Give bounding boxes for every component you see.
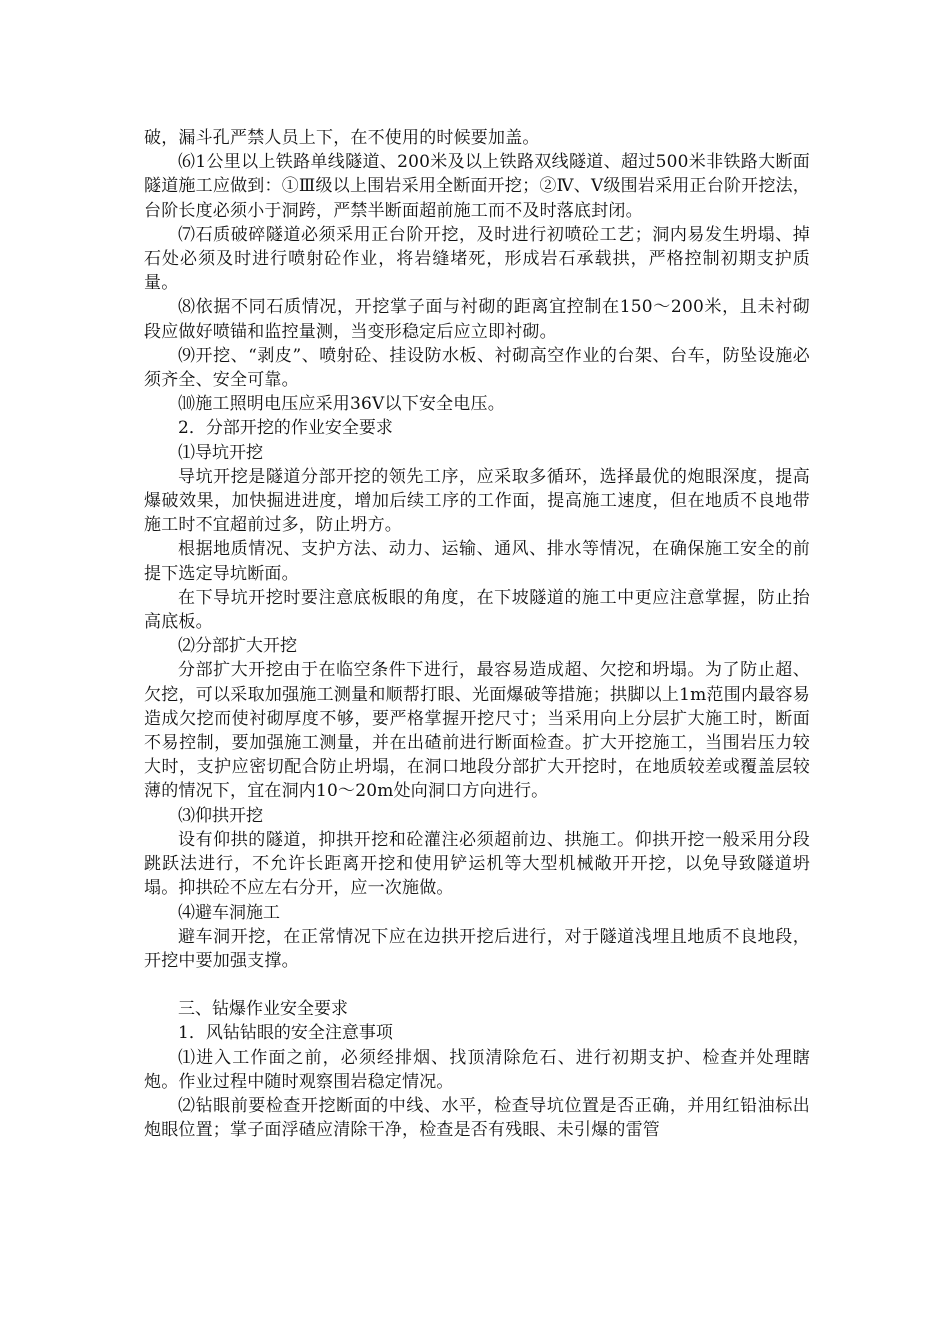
paragraph-enlarged-excavation: 分部扩大开挖由于在临空条件下进行，最容易造成超、欠挖和坍塌。为了防止超、欠挖，可以采取加强施工测量和顺帮打眼、光面爆破等措施；拱脚以上1m范围内最容易造成欠挖而使衬砌厚度不够，要严格掌握开挖尺寸；当采用向上分层扩大施工时，断面不易控制，要加强施工测量，并在出碴前进行断面检查。扩大开挖施工，当围岩压力较大时，支护应密切配合防止坍塌，在洞口地段分部扩大开挖时，在地质较差或覆盖层较薄的情况下，宜在洞内10～20m处向洞口方向进行。 — [144, 660, 810, 802]
subheading-drilling: 1．风钻钻眼的安全注意事项 — [178, 1023, 393, 1044]
paragraph-item-10: ⑽施工照明电压应采用36V以下安全电压。 — [178, 394, 505, 415]
paragraph-pilot-tunnel-2: 根据地质情况、支护方法、动力、运输、通风、排水等情况，在确保施工安全的前提下选定导坑断面。 — [144, 539, 810, 584]
blank-line — [144, 973, 810, 997]
paragraph-1: 破，漏斗孔严禁人员上下，在不使用的时候要加盖。 — [144, 128, 540, 148]
subheading-invert-excavation: ⑶仰拱开挖 — [178, 805, 263, 826]
subheading-refuge-niche: ⑷避车洞施工 — [178, 902, 280, 923]
subheading-enlarged-excavation: ⑵分部扩大开挖 — [178, 636, 297, 657]
paragraph-item-6: ⑹1公里以上铁路单线隧道、200米及以上铁路双线隧道、超过500米非铁路大断面隧道施工应做到：①Ⅲ级以上围岩采用全断面开挖；②Ⅳ、Ⅴ级围岩采用正台阶开挖法，台阶长度必须小于洞跨，严禁半断面超前施工而不及时落底封闭。 — [144, 152, 810, 221]
paragraph-drilling-1: ⑴进入工作面之前，必须经排烟、找顶清除危石、进行初期支护、检查并处理瞎炮。作业过程中随时观察围岩稳定情况。 — [144, 1047, 810, 1092]
paragraph-item-8: ⑻依据不同石质情况，开挖掌子面与衬砌的距离宜控制在150～200米，且未衬砌段应做好喷锚和监控量测，当变形稳定后应立即衬砌。 — [144, 297, 810, 342]
section-heading-3: 三、钻爆作业安全要求 — [178, 999, 348, 1020]
section-heading-2: 2．分部开挖的作业安全要求 — [178, 418, 393, 439]
paragraph-pilot-tunnel-1: 导坑开挖是隧道分部开挖的领先工序，应采取多循环，选择最优的炮眼深度，提高爆破效果，加快掘进进度，增加后续工序的工作面，提高施工速度，但在地质不良地带施工时不宜超前过多，防止坍方。 — [144, 466, 810, 536]
paragraph-refuge-niche: 避车洞开挖，在正常情况下应在边拱开挖后进行，对于隧道浅埋且地质不良地段，开挖中要加强支撑。 — [144, 926, 810, 971]
paragraph-item-7: ⑺石质破碎隧道必须采用正台阶开挖，及时进行初喷砼工艺；洞内易发生坍塌、掉石处必须及时进行喷射砼作业，将岩缝堵死，形成岩石承载拱，严格控制初期支护质量。 — [144, 224, 810, 294]
paragraph-item-9: ⑼开挖、“剥皮”、喷射砼、挂设防水板、衬砌高空作业的台架、台车，防坠设施必须齐全、安全可靠。 — [144, 345, 810, 391]
paragraph-pilot-tunnel-3: 在下导坑开挖时要注意底板眼的角度，在下坡隧道的施工中更应注意掌握，防止抬高底板。 — [144, 587, 810, 633]
paragraph-drilling-2: ⑵钻眼前要检查开挖断面的中线、水平，检查导坑位置是否正确，并用红铅油标出炮眼位置；掌子面浮碴应清除干净，检查是否有残眼、未引爆的雷管 — [144, 1095, 810, 1141]
paragraph-invert-excavation: 设有仰拱的隧道，抑拱开挖和砼灌注必须超前边、拱施工。仰拱开挖一般采用分段跳跃法进行，不允许长距离开挖和使用铲运机等大型机械敞开开挖，以免导致隧道坍塌。抑拱砼不应左右分开，应一次施做。 — [144, 829, 810, 899]
document-page — [144, 126, 810, 1142]
subheading-pilot-tunnel: ⑴导坑开挖 — [178, 442, 263, 463]
